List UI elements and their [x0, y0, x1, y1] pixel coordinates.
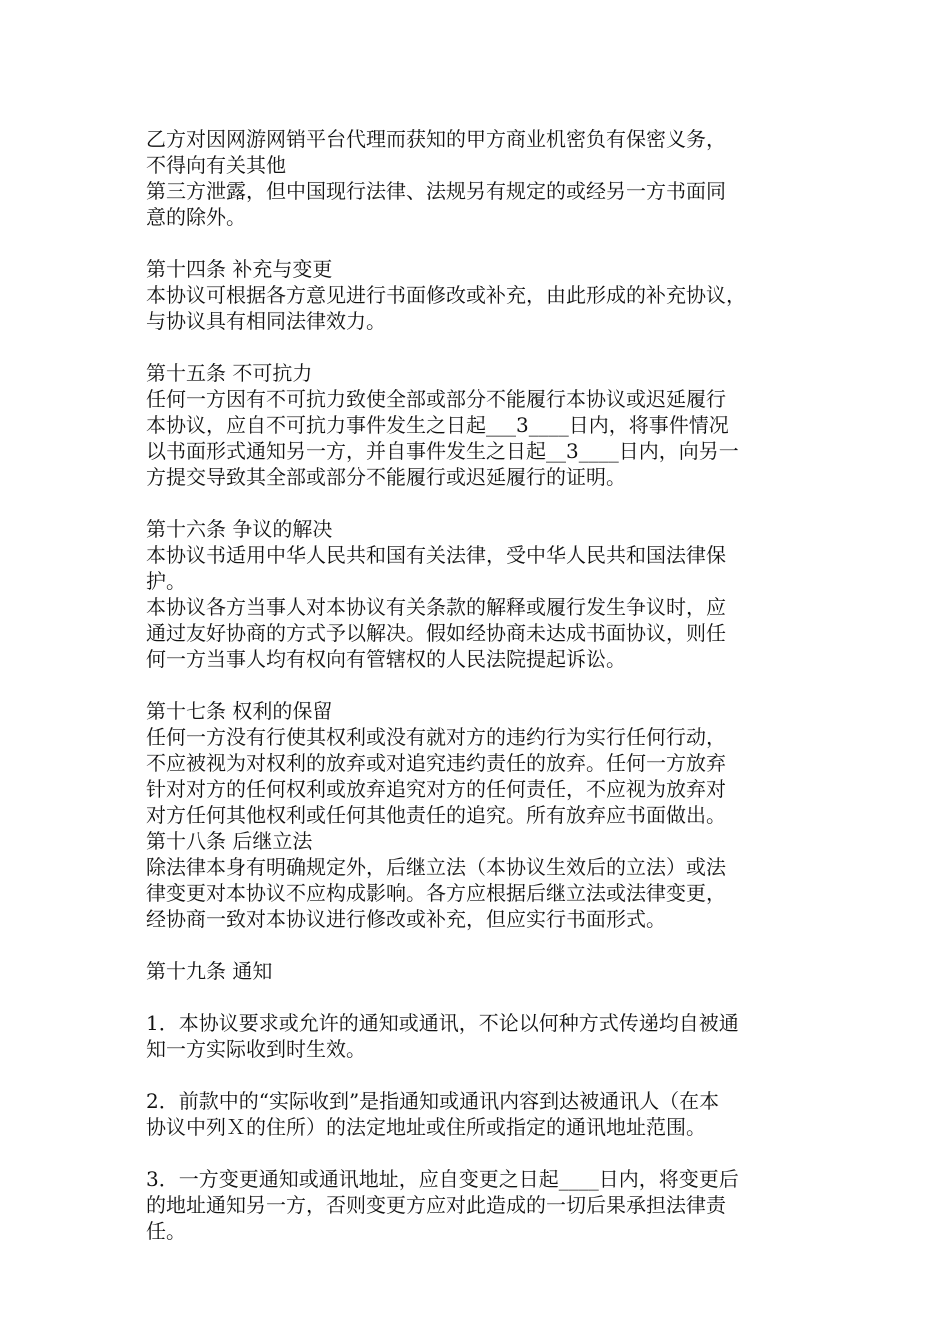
body-text-line: 任。 [146, 1219, 186, 1243]
body-text-line: 方提交导致其全部或部分不能履行或迟延履行的证明。 [146, 465, 626, 489]
body-text-line: 任何一方没有行使其权利或没有就对方的违约行为实行任何行动， [146, 725, 726, 749]
body-text-line: 1．本协议要求或允许的通知或通讯，不论以何种方式传递均自被通 [146, 1011, 739, 1035]
body-text-line: 与协议具有相同法律效力。 [146, 309, 386, 333]
document-body [146, 126, 810, 1244]
blank-line [146, 672, 810, 698]
article-heading: 第十七条 权利的保留 [146, 699, 333, 723]
blank-line [146, 490, 810, 516]
body-text-line: 何一方当事人均有权向有管辖权的人民法院提起诉讼。 [146, 647, 626, 671]
body-text-line: 第三方泄露，但中国现行法律、法规另有规定的或经另一方书面同 [146, 179, 726, 203]
body-text-line: 本协议，应自不可抗力事件发生之日起___3____日内，将事件情况 [146, 413, 729, 437]
body-text-line: 任何一方因有不可抗力致使全部或部分不能履行本协议或迟延履行 [146, 387, 726, 411]
body-text-line: 经协商一致对本协议进行修改或补充，但应实行书面形式。 [146, 907, 666, 931]
body-text-line: 不应被视为对权利的放弃或对追究违约责任的放弃。任何一方放弃 [146, 751, 726, 775]
blank-line [146, 932, 810, 958]
body-text-line: 护。 [146, 569, 186, 593]
blank-line [146, 1062, 810, 1088]
body-text-line: 通过友好协商的方式予以解决。假如经协商未达成书面协议，则任 [146, 621, 726, 645]
article-heading: 第十八条 后继立法 [146, 829, 313, 853]
blank-line [146, 984, 810, 1010]
body-text-line: 本协议书适用中华人民共和国有关法律，受中华人民共和国法律保 [146, 543, 726, 567]
body-text-line: 乙方对因网游网销平台代理而获知的甲方商业机密负有保密义务， [146, 127, 726, 151]
body-text-line: 针对对方的任何权利或放弃追究对方的任何责任，不应视为放弃对 [146, 777, 726, 801]
article-heading: 第十五条 不可抗力 [146, 361, 313, 385]
blank-line [146, 230, 810, 256]
body-text-line: 的地址通知另一方，否则变更方应对此造成的一切后果承担法律责 [146, 1193, 726, 1217]
body-text-line: 意的除外。 [146, 205, 246, 229]
blank-line [146, 334, 810, 360]
blank-line [146, 1140, 810, 1166]
article-heading: 第十九条 通知 [146, 959, 273, 983]
body-text-line: 本协议各方当事人对本协议有关条款的解释或履行发生争议时，应 [146, 595, 726, 619]
body-text-line: 3．一方变更通知或通讯地址，应自变更之日起____日内，将变更后 [146, 1167, 739, 1191]
body-text-line: 律变更对本协议不应构成影响。各方应根据后继立法或法律变更， [146, 881, 726, 905]
body-text-line: 以书面形式通知另一方，并自事件发生之日起__3____日内，向另一 [146, 439, 739, 463]
body-text-line: 协议中列Ｘ的住所）的法定地址或住所或指定的通讯地址范围。 [146, 1115, 706, 1139]
body-text-line: 不得向有关其他 [146, 153, 286, 177]
body-text-line: 知一方实际收到时生效。 [146, 1037, 366, 1061]
body-text-line: 除法律本身有明确规定外，后继立法（本协议生效后的立法）或法 [146, 855, 726, 879]
body-text-line: 本协议可根据各方意见进行书面修改或补充，由此形成的补充协议， [146, 283, 746, 307]
article-heading: 第十四条 补充与变更 [146, 257, 333, 281]
article-heading: 第十六条 争议的解决 [146, 517, 333, 541]
body-text-line: 2．前款中的“实际收到”是指通知或通讯内容到达被通讯人（在本 [146, 1089, 720, 1113]
body-text-line: 对方任何其他权利或任何其他责任的追究。所有放弃应书面做出。 [146, 803, 726, 827]
